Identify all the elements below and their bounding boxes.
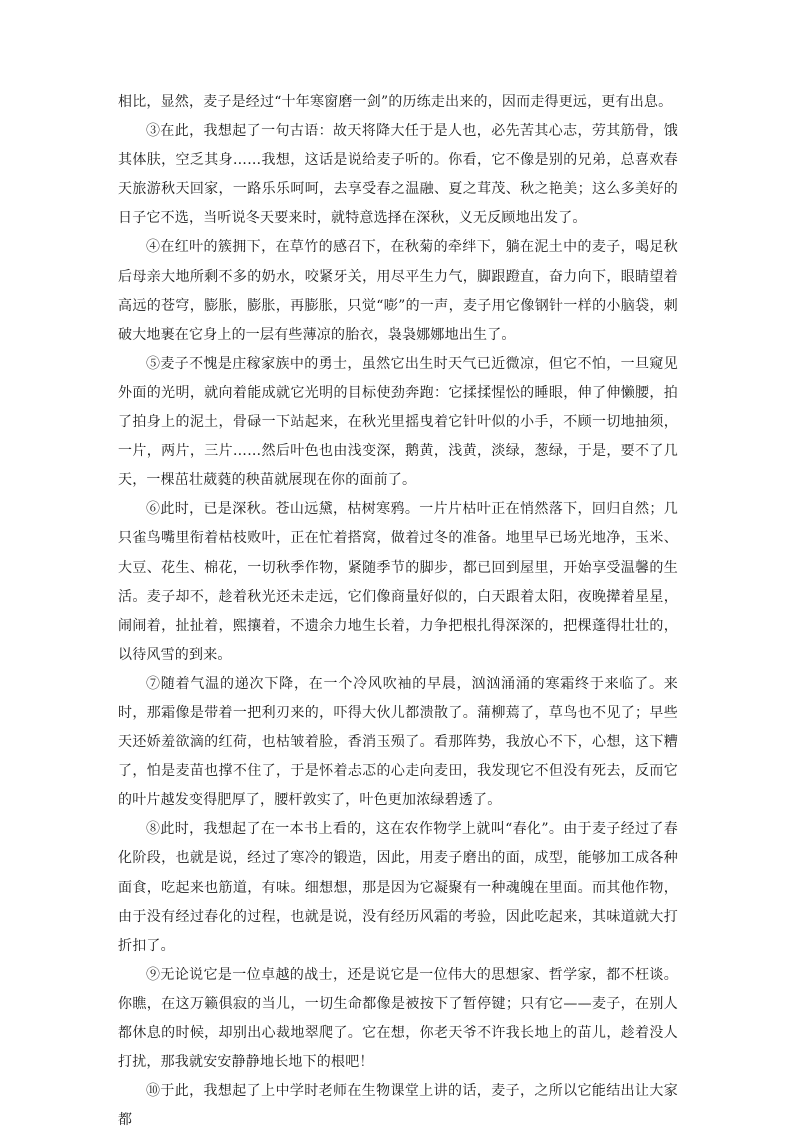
paragraph-3: ③在此，我想起了一句古语：故天将降大任于是人也，必先苦其心志，劳其筋骨，饿其体肤，空乏其身……我想，这话是说给麦子听的。你看，它不像是别的兄弟，总喜欢春天旅游秋天回家，一路乐乐呵呵，去享受春之温融、夏之茸茂、秋之艳美；这么多美好的日子它不选，当听说冬天要来时，就特意选择在深秋，义无反顾地出发了。 [118,123,678,227]
paragraph-continuation: 相比，显然，麦子是经过“十年寒窗磨一剑”的历练走出来的，因而走得更远，更有出息。 [118,94,673,110]
paragraph-9: ⑨无论说它是一位卓越的战士，还是说它是一位伟大的思想家、哲学家，都不枉谈。你瞧，在这万籁俱寂的当儿，一切生命都像是被按下了暂停键；只有它——麦子，在别人都休息的时候，却别出心裁地翠爬了。它在想，你老天爷不许我长地上的苗儿，趁着没人打扰，那我就安安静静地长地下的根吧！ [118,966,678,1071]
document-page [118,88,678,1135]
paragraph-7: ⑦随着气温的递次下降，在一个冷风吹袖的早晨，汹汹涌涌的寒霜终于来临了。来时，那霜像是带着一把利刃来的，吓得大伙儿都溃散了。蒲柳蔫了，草鸟也不见了；早些天还娇羞欲滴的红荷，也枯皱着脸，香消玉殒了。看那阵势，我放心不下，心想，这下糟了，怕是麦苗也撑不住了，于是怀着忐忑的心走向麦田，我发现它不但没有死去，反而它的叶片越发变得肥厚了，腰杆敦实了，叶色更加浓绿碧透了。 [118,675,678,809]
paragraph-4: ④在红叶的簇拥下，在草竹的感召下，在秋菊的牵绊下，躺在泥土中的麦子，喝足秋后母亲大地所剩不多的奶水，咬紧牙关，用尽平生力气，脚跟蹬直，奋力向下，眼睛望着高远的苍穹，膨胀，膨胀，再膨胀，只觉“嘭”的一声，麦子用它像钢针一样的小脑袋，刺破大地裹在它身上的一层有些薄凉的胎衣，袅袅娜娜地出生了。 [118,239,678,343]
paragraph-6: ⑥此时，已是深秋。苍山远黛，枯树寒鸦。一片片枯叶正在悄然落下，回归自然；几只雀鸟嘴里衔着枯枝败叶，正在忙着搭窝，做着过冬的准备。地里早已场光地净，玉米、大豆、花生、棉花，一切秋季作物，紧随季节的脚步，都已回到屋里，开始享受温馨的生活。麦子却不，趁着秋光还未走远，它们像商量好似的，白天跟着太阳，夜晚撵着星星，闹闹着，扯扯着，熙攘着，不遗余力地生长着，力争把根扎得深深的，把棵蓬得壮壮的，以待风雪的到来。 [118,501,678,663]
paragraph-10: ⑩于此，我想起了上中学时老师在生物课堂上讲的话，麦子，之所以它能结出让大家都 [118,1083,678,1129]
paragraph-8: ⑧此时，我想起了在一本书上看的，这在农作物学上就叫“春化”。由于麦子经过了春化阶段，也就是说，经过了寒冷的锻造，因此，用麦子磨出的面，成型，能够加工成各种面食，吃起来也筋道，有味。细想想，那是因为它凝聚有一种魂魄在里面。而其他作物，由于没有经过春化的过程，也就是说，没有经历风霜的考验，因此吃起来，其味道就大打折扣了。 [118,821,678,954]
paragraph-5: ⑤麦子不愧是庄稼家族中的勇士，虽然它出生时天气已近微凉，但它不怕，一旦窥见外面的光明，就向着能成就它光明的目标使劲奔跑：它揉揉惺忪的睡眼，伸了伸懒腰，拍了拍身上的泥土，骨碌一下站起来，在秋光里摇曳着它针叶似的小手，不顾一切地抽须，一片，两片，三片……然后叶色也由浅变深，鹅黄，浅黄，淡绿，葱绿，于是，要不了几天，一棵茁壮葳蕤的秧苗就展现在你的面前了。 [118,355,678,489]
